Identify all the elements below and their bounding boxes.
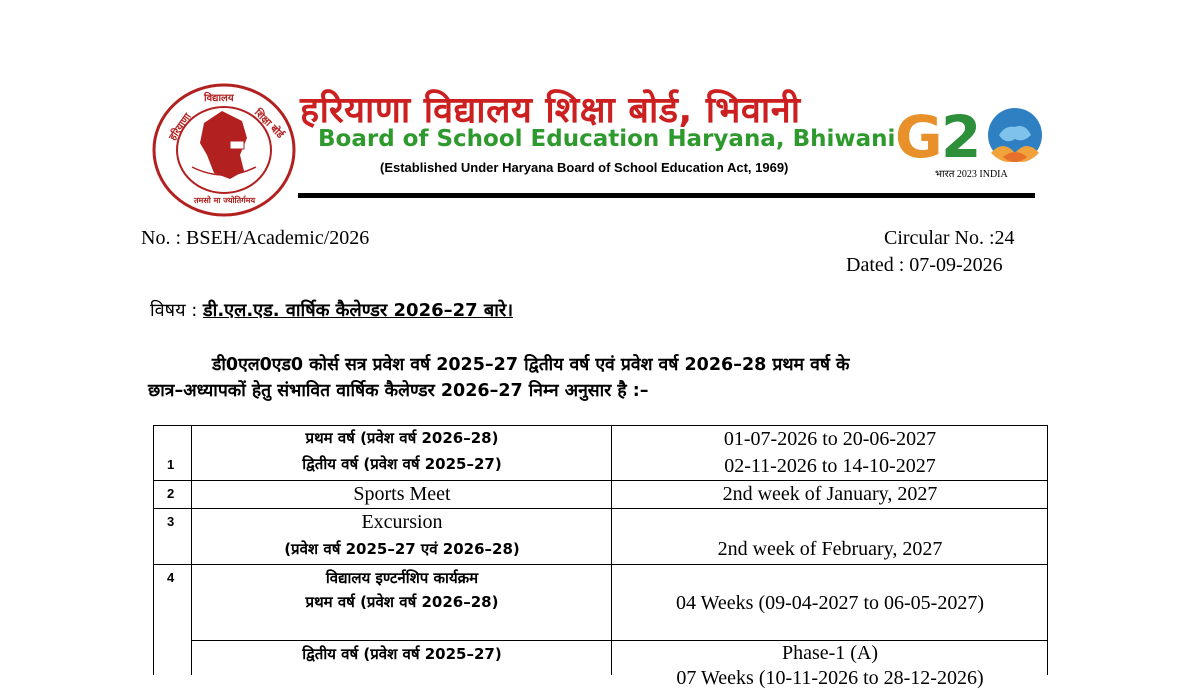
row-1-activity-line-2: द्वितीय वर्ष (प्रवेश वर्ष 2025–27) xyxy=(302,455,502,473)
row-4-date-line-2: Phase-1 (A) xyxy=(781,642,879,664)
header-divider xyxy=(298,193,1035,198)
subject-line xyxy=(150,298,513,322)
svg-text:विद्यालय: विद्यालय xyxy=(204,93,234,104)
row-4-activity-line-2: प्रथम वर्ष (प्रवेश वर्ष 2026–28) xyxy=(305,593,499,611)
row-3-activity-line-2: (प्रवेश वर्ष 2025–27 एवं 2026–28) xyxy=(284,540,520,558)
table-row-divider xyxy=(191,480,1048,481)
bseh-seal-logo xyxy=(152,83,296,217)
body-paragraph-line-1: डी0एल0एड0 कोर्स सत्र प्रवेश वर्ष 2025–27 द्वितीय वर्ष एवं प्रवेश वर्ष 2026–28 प्रथम वर्ष के xyxy=(212,355,850,375)
table-border-left xyxy=(153,425,154,675)
g20-caption: भारत 2023 INDIA xyxy=(935,169,1008,180)
row-1-activity-line-1: प्रथम वर्ष (प्रवेश वर्ष 2026–28) xyxy=(305,429,499,447)
table-row-divider xyxy=(191,640,1048,641)
row-1-serial: 1 xyxy=(167,457,175,472)
row-1-date-line-2: 02-11-2026 to 14-10-2027 xyxy=(724,455,936,477)
row-3-activity-line-1: Excursion xyxy=(361,511,443,533)
table-border-top xyxy=(153,425,1048,426)
board-title-hindi: हरियाणा विद्यालय शिक्षा बोर्ड, भिवानी xyxy=(300,90,801,131)
circular-date: Dated : 07-09-2026 xyxy=(846,254,1003,276)
svg-text:G: G xyxy=(895,103,943,171)
subject-label: विषय : xyxy=(150,300,198,321)
svg-text:2: 2 xyxy=(941,103,982,171)
subject-text: डी.एल.एड. वार्षिक कैलेण्डर 2026–27 बारे। xyxy=(203,300,514,321)
row-4-date-line-3: 07 Weeks (10-11-2026 to 28-12-2026) xyxy=(676,667,984,689)
svg-text:शिक्षा बोर्ड: शिक्षा बोर्ड xyxy=(251,107,286,141)
board-title-english: Board of School Education Haryana, Bhiwani xyxy=(318,126,896,152)
table-row-divider xyxy=(153,480,191,481)
row-1-date-line-1: 01-07-2026 to 20-06-2027 xyxy=(723,428,937,450)
board-established-note: (Established Under Haryana Board of School Education Act, 1969) xyxy=(380,160,789,175)
row-2-serial: 2 xyxy=(167,486,175,501)
row-4-activity-line-3: द्वितीय वर्ष (प्रवेश वर्ष 2025–27) xyxy=(302,645,502,663)
row-3-date: 2nd week of February, 2027 xyxy=(717,538,943,560)
row-2-activity: Sports Meet xyxy=(353,483,451,505)
row-4-serial: 4 xyxy=(167,570,175,585)
row-4-date-line-1: 04 Weeks (09-04-2027 to 06-05-2027) xyxy=(676,592,984,614)
svg-text:हरियाणा: हरियाणा xyxy=(167,111,194,143)
row-3-serial: 3 xyxy=(167,514,175,529)
body-paragraph-line-2: छात्र–अध्यापकों हेतु संभावित वार्षिक कैलेण्डर 2026–27 निम्न अनुसार है :– xyxy=(148,381,649,401)
circular-number: Circular No. :24 xyxy=(884,227,1015,249)
reference-number: No. : BSEH/Academic/2026 xyxy=(141,227,370,249)
row-4-activity-line-1: विद्यालय इण्टर्नशिप कार्यक्रम xyxy=(325,569,479,587)
table-row-divider xyxy=(153,508,1048,509)
table-row-divider xyxy=(153,564,1048,565)
row-2-date: 2nd week of January, 2027 xyxy=(722,483,938,505)
svg-text:तमसो मा ज्योतिर्गमय: तमसो मा ज्योतिर्गमय xyxy=(194,196,256,205)
